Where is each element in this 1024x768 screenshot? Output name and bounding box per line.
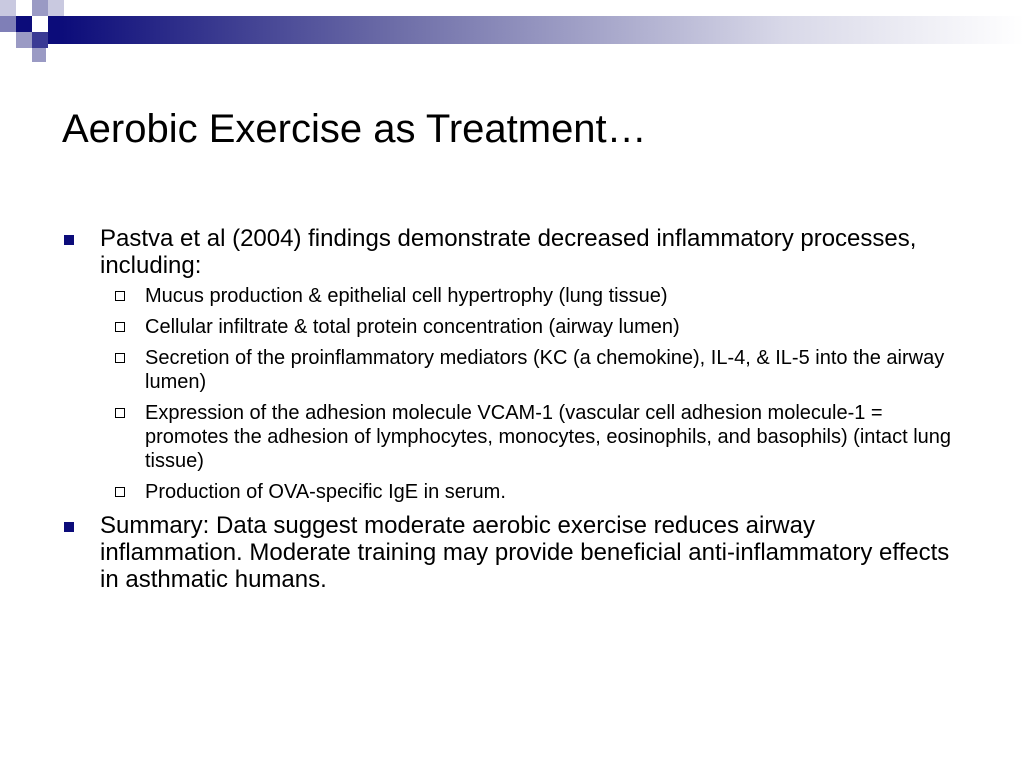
sub-bullet-text: Secretion of the proinflammatory mediators (KC (a chemokine), IL-4, & IL-5 into the airway lumen) xyxy=(145,347,945,393)
sub-bullet-item xyxy=(100,284,964,308)
corner-square xyxy=(0,0,16,16)
corner-square xyxy=(32,48,46,62)
corner-square xyxy=(16,16,32,32)
corner-square xyxy=(0,16,16,32)
hollow-square-bullet-icon xyxy=(115,487,125,497)
square-bullet-icon xyxy=(64,235,74,245)
hollow-square-bullet-icon xyxy=(115,322,125,332)
bullet-item xyxy=(64,512,964,593)
square-bullet-icon xyxy=(64,522,74,532)
header-gradient-bar xyxy=(0,0,1024,66)
corner-square xyxy=(32,32,48,48)
sub-bullet-item xyxy=(100,401,964,473)
hollow-square-bullet-icon xyxy=(115,291,125,301)
sub-bullet-text: Expression of the adhesion molecule VCAM-1 (vascular cell adhesion molecule-1 = promotes the adhesion of lymphocytes, monocytes, eosinophils, and basophils) (intact lung tissue) xyxy=(145,402,952,472)
hollow-square-bullet-icon xyxy=(115,353,125,363)
sub-bullet-text: Production of OVA-specific IgE in serum. xyxy=(145,481,506,503)
bullet-item xyxy=(64,225,964,504)
corner-square xyxy=(48,16,62,44)
corner-square xyxy=(16,32,32,48)
sub-bullet-item xyxy=(100,346,964,394)
sub-bullet-text: Mucus production & epithelial cell hypertrophy (lung tissue) xyxy=(145,285,668,307)
bullet-list xyxy=(64,225,964,601)
sub-bullet-item xyxy=(100,315,964,339)
bullet-text: Summary: Data suggest moderate aerobic exercise reduces airway inflammation. Moderate training may provide beneficial anti-inflammatory effects in asthmatic humans. xyxy=(100,512,950,593)
corner-square xyxy=(48,0,64,16)
sub-bullet-item xyxy=(100,480,964,504)
corner-square xyxy=(32,0,48,16)
sub-bullet-text: Cellular infiltrate & total protein concentration (airway lumen) xyxy=(145,316,680,338)
slide-title: Aerobic Exercise as Treatment… xyxy=(62,107,647,151)
hollow-square-bullet-icon xyxy=(115,408,125,418)
bullet-text: Pastva et al (2004) findings demonstrate decreased inflammatory processes, including: xyxy=(100,225,917,279)
header-decoration xyxy=(0,0,1024,66)
sub-bullet-list xyxy=(100,284,964,504)
